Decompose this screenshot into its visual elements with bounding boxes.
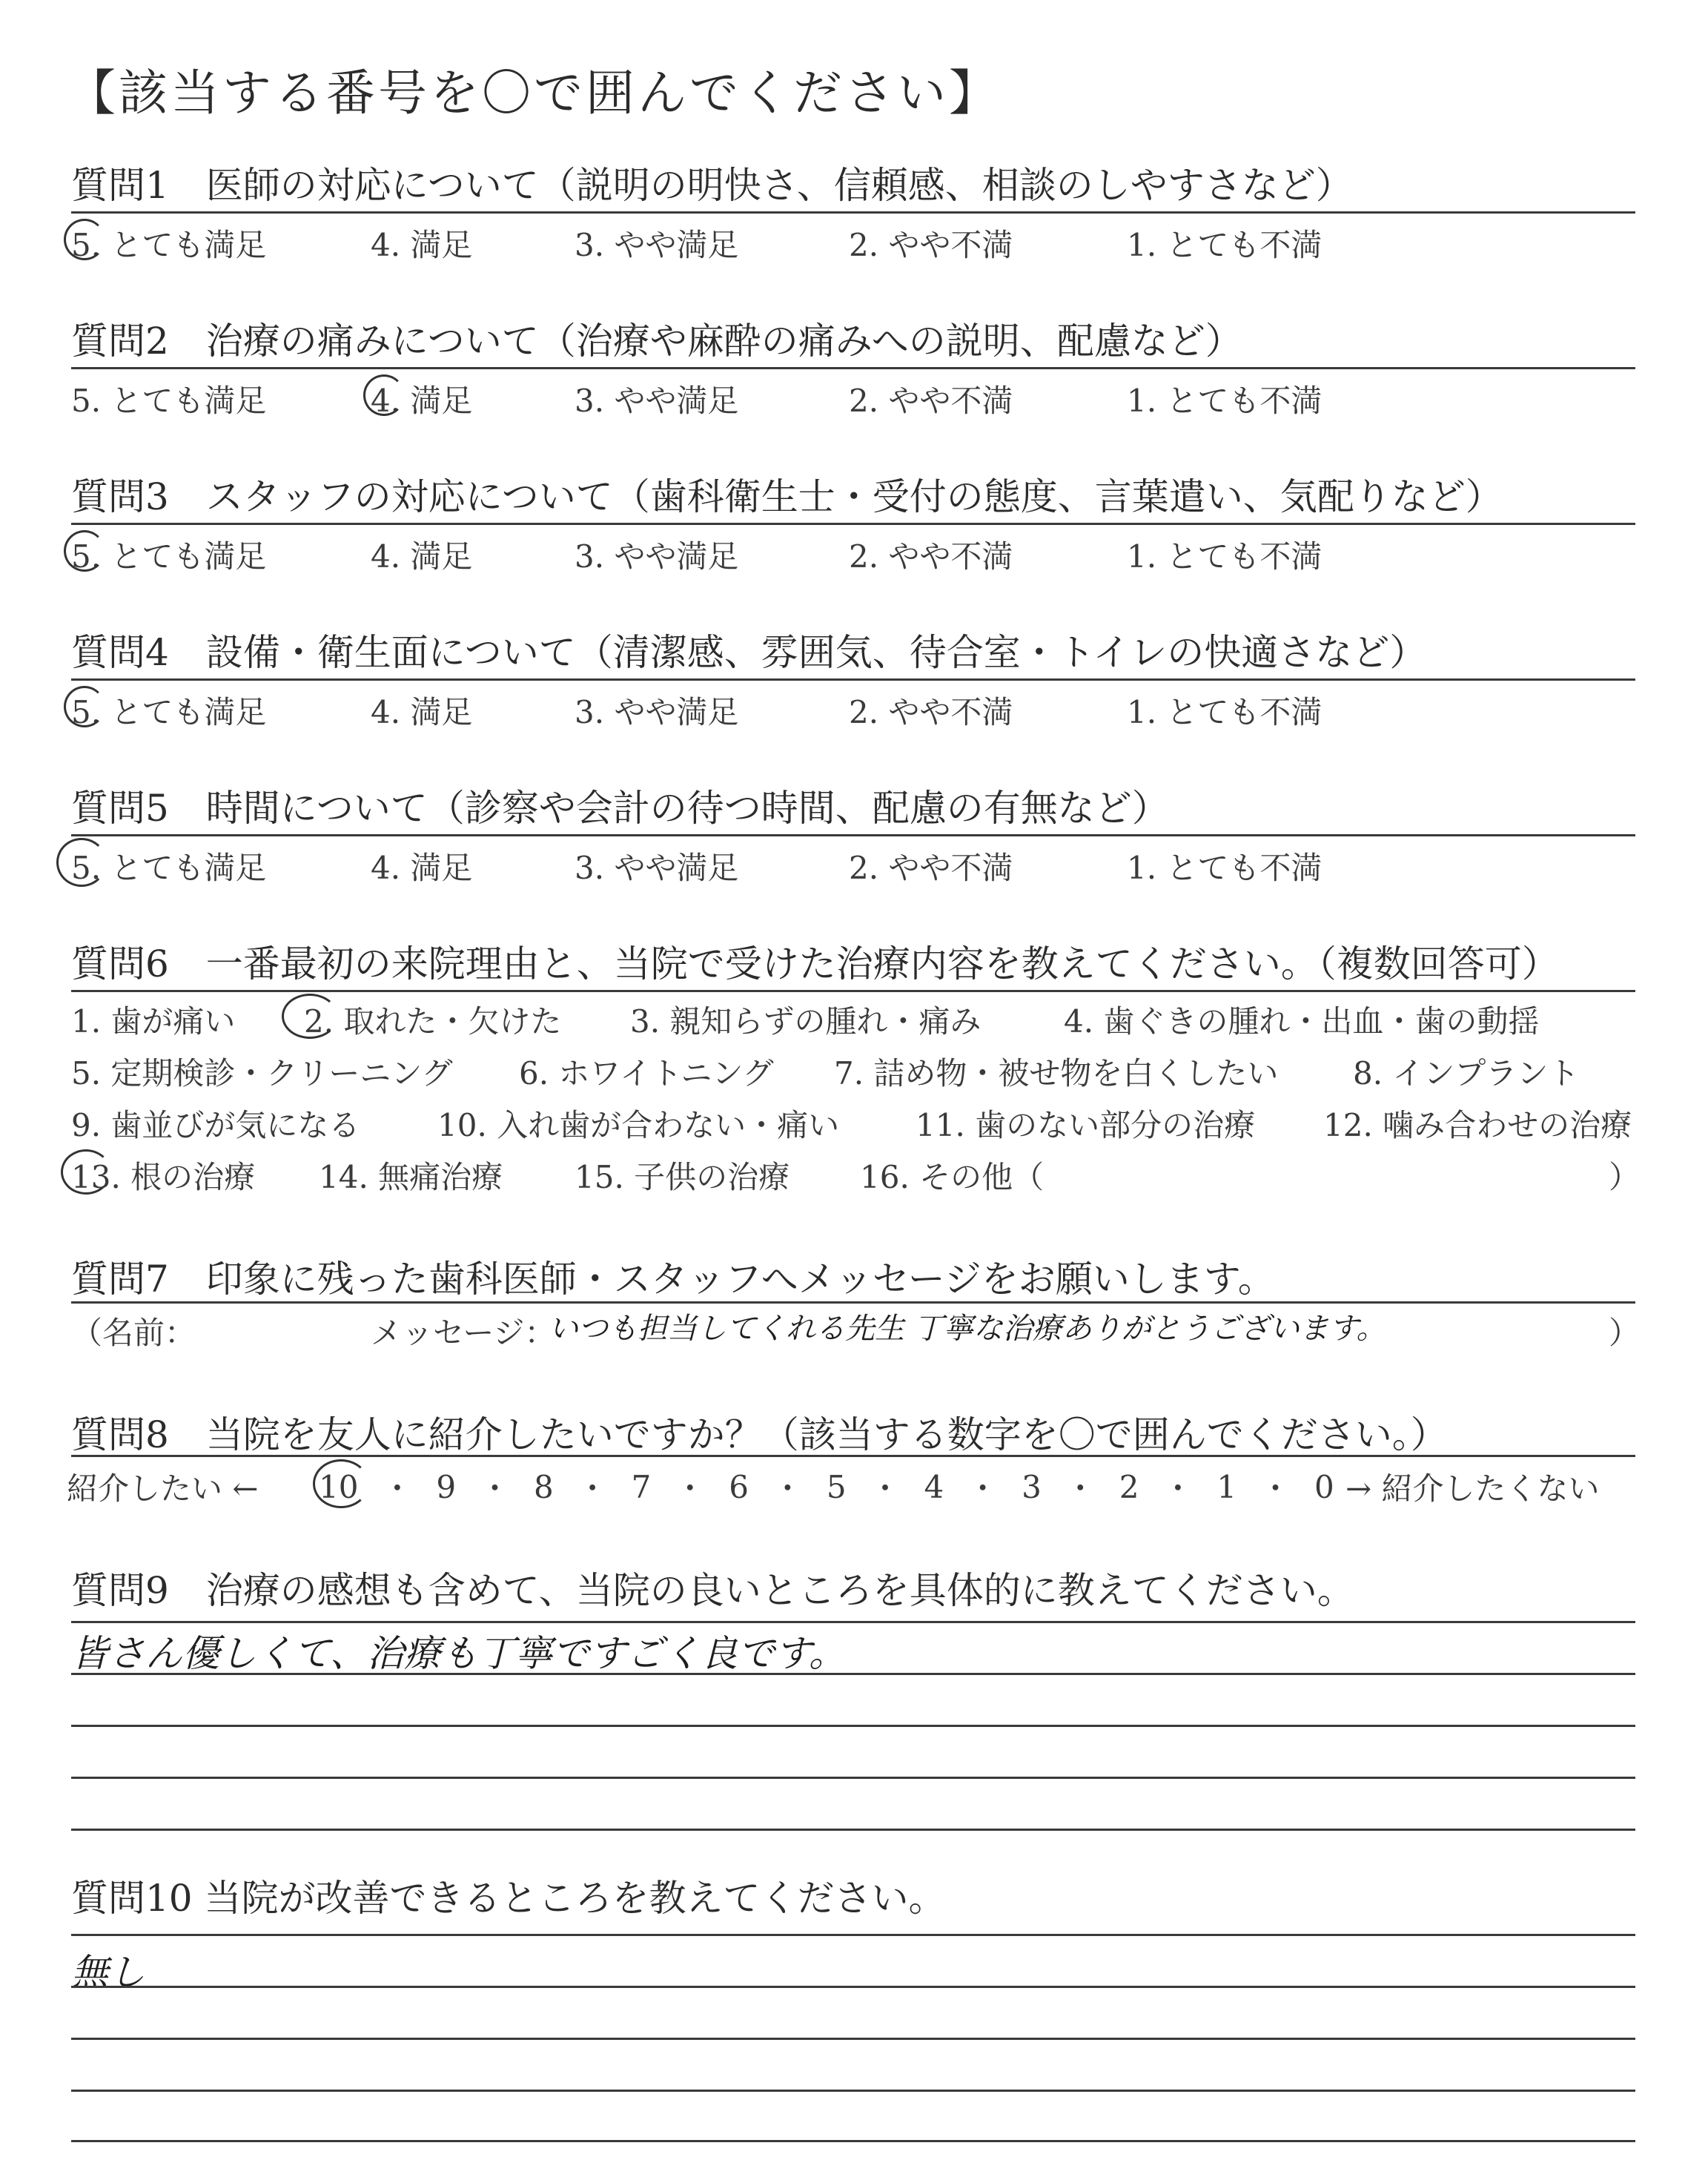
q8-score-0[interactable]: 0 [1314, 1468, 1334, 1505]
q6-option-1[interactable]: 1. 歯が痛い [71, 1003, 236, 1040]
q5-option-4[interactable]: 4. 満足 [371, 850, 473, 886]
q6-option-2[interactable]: 2. 取れた・欠けた [304, 1003, 562, 1040]
q6-option-9[interactable]: 9. 歯並びが気になる [71, 1107, 360, 1143]
q6-selected-circle-13 [61, 1149, 111, 1195]
q7-message-label: メッセージ： [371, 1315, 556, 1351]
q1-option-4[interactable]: 4. 満足 [371, 227, 473, 263]
q6-other-close-paren: ） [1609, 1159, 1641, 1195]
q8-dot: ・ [577, 1470, 609, 1507]
page-title: 【該当する番号を〇で囲んでください】 [67, 65, 1001, 122]
q6-option-6[interactable]: 6. ホワイトニング [519, 1055, 774, 1091]
q4-selected-circle [64, 686, 105, 727]
q8-score-2[interactable]: 2 [1119, 1468, 1139, 1505]
q8-dot: ・ [479, 1470, 511, 1507]
q8-dot: ・ [1162, 1470, 1194, 1507]
q6-option-8[interactable]: 8. インプラント [1353, 1055, 1580, 1091]
question-1-title: 質問1 医師の対応について（説明の明快さ、信頼感、相談のしやすさなど） [71, 164, 1353, 207]
question-1-rule [71, 211, 1635, 214]
q6-option-4[interactable]: 4. 歯ぐきの腫れ・出血・歯の動揺 [1064, 1003, 1540, 1040]
q10-line-5 [71, 2140, 1635, 2142]
q6-option-10[interactable]: 10. 入れ歯が合わない・痛い [437, 1107, 840, 1143]
q4-option-1[interactable]: 1. とても不満 [1127, 694, 1323, 730]
q2-option-4[interactable]: 4. 満足 [371, 383, 473, 419]
question-10-title: 質問10 当院が改善できるところを教えてください。 [71, 1877, 946, 1920]
q1-option-3[interactable]: 3. やや満足 [575, 227, 739, 263]
q1-option-2[interactable]: 2. やや不満 [849, 227, 1013, 263]
q1-option-1[interactable]: 1. とても不満 [1127, 227, 1323, 263]
q6-option-16[interactable]: 16. その他（ [860, 1159, 1045, 1195]
q4-option-3[interactable]: 3. やや満足 [575, 694, 739, 730]
q8-score-5[interactable]: 5 [826, 1468, 847, 1505]
q5-option-1[interactable]: 1. とても不満 [1127, 850, 1323, 886]
q8-left-label: 紹介したい ← [67, 1470, 259, 1507]
question-6-title: 質問6 一番最初の来院理由と、当院で受けた治療内容を教えてください。（複数回答可） [71, 942, 1559, 985]
q8-dot: ・ [674, 1470, 706, 1507]
q5-option-2[interactable]: 2. やや不満 [849, 850, 1013, 886]
question-7-title: 質問7 印象に残った歯科医師・スタッフへメッセージをお願いします。 [71, 1258, 1275, 1301]
question-5-rule [71, 834, 1635, 836]
q4-option-2[interactable]: 2. やや不満 [849, 694, 1013, 730]
question-5-title: 質問5 時間について（診察や会計の待つ時間、配慮の有無など） [71, 787, 1169, 830]
q5-selected-circle [56, 838, 107, 887]
q6-option-12[interactable]: 12. 噛み合わせの治療 [1323, 1107, 1632, 1143]
q3-option-1[interactable]: 1. とても不満 [1127, 538, 1323, 575]
question-4-title: 質問4 設備・衛生面について（清潔感、雰囲気、待合室・トイレの快適さなど） [71, 631, 1427, 674]
q9-line-5 [71, 1829, 1635, 1831]
q2-selected-circle [363, 374, 405, 416]
q10-line-1 [71, 1934, 1635, 1936]
q10-line-2 [71, 1986, 1635, 1988]
q9-line-3 [71, 1725, 1635, 1727]
q8-dot: ・ [381, 1470, 413, 1507]
q1-selected-circle [64, 219, 105, 260]
q8-dot: ・ [772, 1470, 804, 1507]
q10-line-3 [71, 2038, 1635, 2040]
question-4-rule [71, 678, 1635, 681]
q9-line-2 [71, 1673, 1635, 1675]
q10-line-4 [71, 2090, 1635, 2092]
q8-score-3[interactable]: 3 [1022, 1468, 1042, 1505]
q3-option-2[interactable]: 2. やや不満 [849, 538, 1013, 575]
q9-line-1 [71, 1621, 1635, 1623]
q8-score-9[interactable]: 9 [436, 1468, 457, 1505]
q8-score-8[interactable]: 8 [533, 1468, 554, 1505]
q8-dot: ・ [870, 1470, 901, 1507]
question-2-rule [71, 367, 1635, 369]
q2-option-1[interactable]: 1. とても不満 [1127, 383, 1323, 419]
q6-option-5[interactable]: 5. 定期検診・クリーニング [71, 1055, 453, 1091]
q4-option-4[interactable]: 4. 満足 [371, 694, 473, 730]
q6-selected-circle-2 [282, 994, 338, 1039]
q3-option-4[interactable]: 4. 満足 [371, 538, 473, 575]
q3-option-3[interactable]: 3. やや満足 [575, 538, 739, 575]
q6-option-11[interactable]: 11. 歯のない部分の治療 [916, 1107, 1256, 1143]
q6-option-13[interactable]: 13. 根の治療 [71, 1159, 256, 1195]
question-3-title: 質問3 スタッフの対応について（歯科衛生士・受付の態度、言葉遣い、気配りなど） [71, 475, 1503, 518]
q2-option-3[interactable]: 3. やや満足 [575, 383, 739, 419]
q3-option-5[interactable]: 5. とても満足 [71, 538, 267, 575]
q6-option-7[interactable]: 7. 詰め物・被せ物を白くしたい [834, 1055, 1279, 1091]
q8-score-4[interactable]: 4 [924, 1468, 944, 1505]
q7-message-text[interactable]: いつも担当してくれる先生 丁寧な治療ありがとうございます。 [549, 1312, 1386, 1346]
q9-answer-text[interactable]: 皆さん優しくて、治療も丁寧ですごく良です。 [71, 1632, 846, 1675]
q6-option-14[interactable]: 14. 無痛治療 [319, 1159, 503, 1195]
q6-option-15[interactable]: 15. 子供の治療 [575, 1159, 790, 1195]
q8-dot: ・ [967, 1470, 999, 1507]
q8-score-10[interactable]: 10 [319, 1468, 359, 1505]
q3-selected-circle [64, 530, 105, 572]
q8-score-7[interactable]: 7 [631, 1468, 652, 1505]
q8-dot: ・ [1260, 1470, 1291, 1507]
q5-option-5[interactable]: 5. とても満足 [71, 850, 267, 886]
q2-option-2[interactable]: 2. やや不満 [849, 383, 1013, 419]
q8-right-label: → 紹介したくない [1345, 1470, 1600, 1507]
q7-name-label: （名前： [71, 1315, 196, 1351]
q9-line-4 [71, 1777, 1635, 1779]
q8-score-6[interactable]: 6 [729, 1468, 749, 1505]
question-3-rule [71, 523, 1635, 525]
question-7-rule [71, 1301, 1635, 1304]
q1-option-5[interactable]: 5. とても満足 [71, 227, 267, 263]
question-8-rule [71, 1455, 1635, 1457]
q4-option-5[interactable]: 5. とても満足 [71, 694, 267, 730]
q6-option-3[interactable]: 3. 親知らずの腫れ・痛み [630, 1003, 982, 1040]
q8-selected-circle [313, 1459, 369, 1508]
q5-option-3[interactable]: 3. やや満足 [575, 850, 739, 886]
q8-score-1[interactable]: 1 [1217, 1468, 1237, 1505]
question-9-title: 質問9 治療の感想も含めて、当院の良いところを具体的に教えてください。 [71, 1569, 1354, 1612]
q8-scale [319, 1464, 1334, 1509]
question-6-rule [71, 990, 1635, 992]
q2-option-5[interactable]: 5. とても満足 [71, 383, 267, 419]
q10-answer-text[interactable]: 無し [71, 1951, 145, 1994]
q7-close-paren: ） [1609, 1315, 1641, 1351]
question-2-title: 質問2 治療の痛みについて（治療や麻酔の痛みへの説明、配慮など） [71, 320, 1242, 363]
question-8-title: 質問8 当院を友人に紹介したいですか？（該当する数字を〇で囲んでください。） [71, 1413, 1448, 1456]
q8-dot: ・ [1065, 1470, 1096, 1507]
